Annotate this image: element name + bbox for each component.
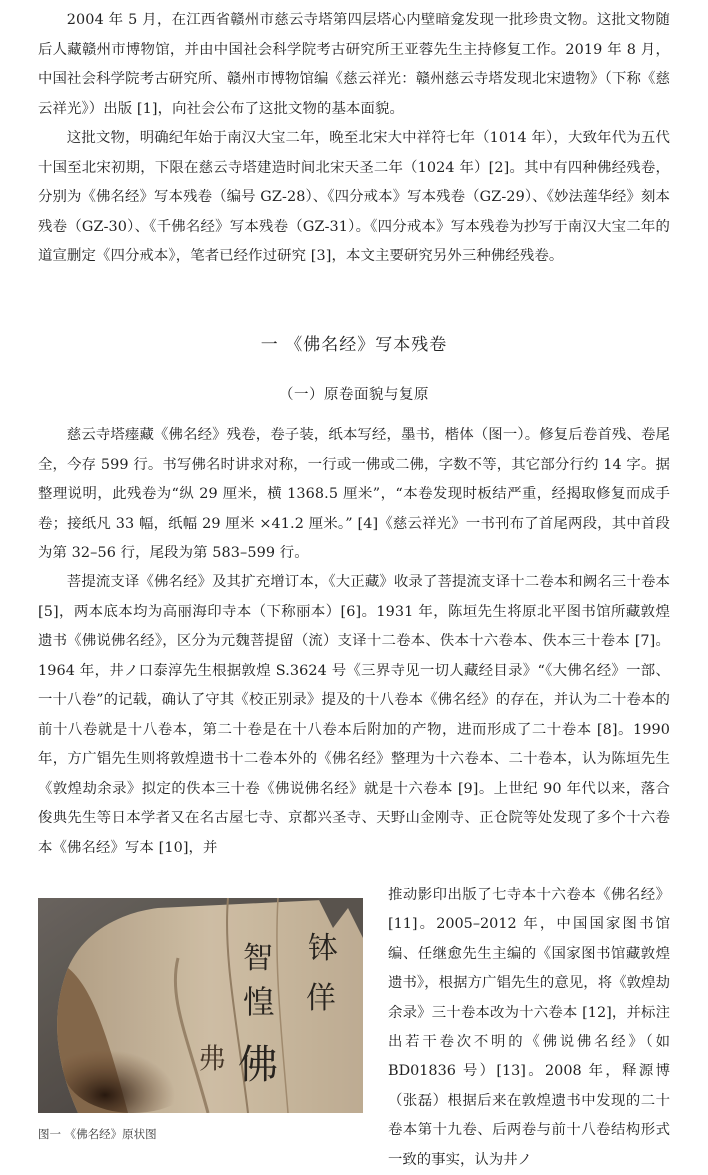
manuscript-glyph: 弗 [198,1042,227,1075]
side-paragraph: 推动影印出版了七寺本十六卷本《佛名经》[11]。2005–2012 年，中国国家图书馆编、任继愈先生主编的《国家图书馆藏敦煌遗书》，根据方广锠先生的意见，将《敦煌劫余录》三十卷本改为十六卷本 [12]，并标注出若干卷次不明的《佛说佛名经》（如 BD01836 号）[13]。2008 年，释源博（张磊）根据后来在敦煌遗书中发现的二十卷本第十九卷、后两卷与前十八卷结构形式一致的事实，认为井ノ [388,887,670,1168]
body-paragraph-1: 慈云寺塔瘗藏《佛名经》残卷，卷子装，纸本写经，墨书，楷体（图一）。修复后卷首残、卷尾全，今存 599 行。书写佛名时讲求对称，一行或一佛或二佛，字数不等，其它部分行约 14 字。据整理说明，此残卷为“纵 29 厘米，横 1368.5 厘米”，“本卷发现时板结严重，经揭取修复而成手卷；接纸凡 33 幅，纸幅 29 厘米 ×41.2 厘米。” [4]《慈云祥光》一书刊布了首尾两段，其中首段为第 32–56 行，尾段为第 583–599 行。 [38,427,670,561]
subsection-heading: （一）原卷面貌与复原 [279,387,429,403]
section-heading: 一 《佛名经》写本残卷 [260,335,448,355]
intro-paragraph-2: 这批文物，明确纪年始于南汉大宝二年，晚至北宋大中祥符七年（1014 年），大致年代为五代十国至北宋初期，下限在慈云寺塔建造时间北宋天圣二年（1024 年）[2]。其中有四种佛经残卷，分别为《佛名经》写本残卷（编号 GZ-28）、《四分戒本》写本残卷（GZ-29）、《妙法莲华经》刻本残卷（GZ-30）、《千佛名经》写本残卷（GZ-31）。《四分戒本》写本残卷为抄写于南汉大宝二年的道宣删定《四分戒本》，笔者已经作过研究 [3]，本文主要研究另外三种佛经残卷。 [38,130,670,264]
figure-caption: 图一 《佛名经》原状图 [38,1127,157,1141]
manuscript-glyph: 智 [243,941,273,976]
manuscript-photo [38,898,363,1113]
manuscript-glyph: 佯 [306,981,336,1016]
manuscript-glyph: 惶 [243,983,276,1021]
body-paragraph-2: 菩提流支译《佛名经》及其扩充增订本，《大正藏》收录了菩提流支译十二卷本和阙名三十卷本 [5]，两本底本均为高丽海印寺本（下称丽本）[6]。1931 年，陈垣先生将原北平图书馆所藏敦煌遗书《佛说佛名经》，区分为元魏菩提留（流）支译十二卷本、佚本十六卷本、佚本三十卷本 [7]。1964 年，井ノ口泰淳先生根据敦煌 S.3624 号《三界寺见一切人藏经目录》“《大佛名经》一部、一十八卷”的记载，确认了守其《校正别录》提及的十八卷本《佛名经》的存在，并认为二十卷本的前十八卷就是十八卷本，第二十卷是在十八卷本后附加的产物，进而形成了二十卷本 [8]。1990 年，方广锠先生则将敦煌遗书十二卷本外的《佛名经》整理为十六卷本、二十卷本，认为陈垣先生《敦煌劫余录》拟定的佚本三十卷《佛说佛名经》就是十六卷本 [9]。上世纪 90 年代以来，落合俊典先生等日本学者又在名古屋七寺、京都兴圣寺、天野山金刚寺、正仓院等处发现了多个十六卷本《佛名经》写本 [10]，并 [38,574,670,856]
manuscript-glyph: 佛 [238,1042,278,1088]
intro-paragraph-1: 2004 年 5 月，在江西省赣州市慈云寺塔第四层塔心内壁暗龛发现一批珍贵文物。这批文物随后人藏赣州市博物馆，并由中国社会科学院考古研究所王亚蓉先生主持修复工作。2019 年 8 月，中国社会科学院考古研究所、赣州市博物馆编《慈云祥光：赣州慈云寺塔发现北宋遗物》（下称《慈云祥光》）出版 [1]，向社会公布了这批文物的基本面貌。 [38,12,670,117]
manuscript-glyph: 钵 [308,931,338,966]
